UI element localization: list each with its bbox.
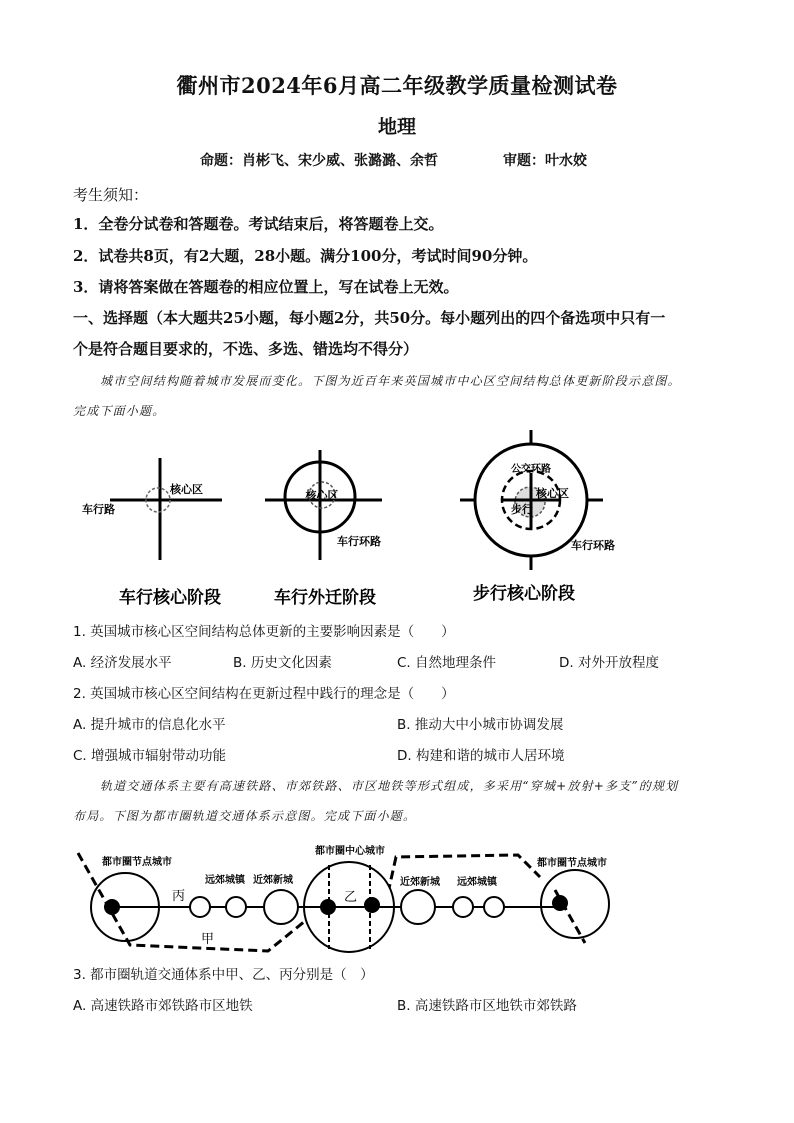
notice-heading: 考生须知： <box>73 186 149 204</box>
passage2-line1: 轨道交通体系主要有高速铁路、市郊铁路、市区地铁等形式组成，多采用“穿城+放射+多支”的规划 <box>100 779 679 793</box>
passage1-line2: 完成下面小题。 <box>73 404 166 418</box>
exam-reviewer: 审题：叶水姣 <box>503 153 587 169</box>
passage1-line1: 城市空间结构随着城市发展而变化。下图为近百年来英国城市中心区空间结构总体更新阶段示意图。 <box>100 374 681 388</box>
q2-option-b: B. 推动大中小城市协调发展 <box>397 717 564 733</box>
section1-line1: 一、选择题（本大题共25小题，每小题2分，共50分。每小题列出的四个备选项中只有一 <box>73 309 666 327</box>
label-center-city: 都市圈中心城市 <box>315 846 385 857</box>
far-suburb-right-2 <box>484 897 504 917</box>
section1-line2: 个是符合题目要求的，不选、多选、错选均不得分） <box>73 340 419 358</box>
stage3-road-label: 车行环路 <box>571 539 615 552</box>
label-bing: 丙 <box>172 889 186 904</box>
label-node-right: 都市圈节点城市 <box>537 858 607 869</box>
label-near-suburb-left: 近郊新城 <box>253 875 293 886</box>
stage3-core-label: 核心区 <box>536 487 569 500</box>
q1-option-d: D. 对外开放程度 <box>559 655 659 671</box>
near-suburb-right <box>401 890 435 924</box>
label-near-suburb-right: 近郊新城 <box>400 877 440 888</box>
far-suburb-left-1 <box>190 897 210 917</box>
far-suburb-right-1 <box>453 897 473 917</box>
stage-car-relocation <box>265 450 382 608</box>
label-far-suburb-right: 远郊城镇 <box>457 877 497 888</box>
exam-authors: 命题：肖彬飞、宋少威、张潞潞、余哲 <box>200 153 438 169</box>
exam-title: 衢州市2024年6月高二年级教学质量检测试卷 <box>176 73 618 98</box>
stage2-caption: 车行外迁阶段 <box>274 588 376 608</box>
notice-item-2: 2．试卷共8页，有2大题，28小题。满分100分，考试时间90分钟。 <box>73 247 538 265</box>
label-yi: 乙 <box>344 890 358 905</box>
notice-item-3: 3．请将答案做在答题卷的相应位置上，写在试卷上无效。 <box>73 278 459 296</box>
notice-item-1: 1．全卷分试卷和答题卷。考试结束后，将答题卷上交。 <box>73 215 444 233</box>
near-suburb-left <box>264 890 298 924</box>
label-far-suburb-left: 远郊城镇 <box>205 875 245 886</box>
figure-city-structure-stages <box>0 428 794 608</box>
q3-stem: 3. 都市圈轨道交通体系中甲、乙、丙分别是（ ） <box>73 967 374 983</box>
q3-option-a: A. 高速铁路市郊铁路市区地铁 <box>73 998 253 1014</box>
label-node-left: 都市圈节点城市 <box>102 857 172 868</box>
stage1-caption: 车行核心阶段 <box>119 588 221 608</box>
figure-metro-rail-system <box>0 835 794 960</box>
stage1-core-label: 核心区 <box>170 483 203 496</box>
q2-stem: 2. 英国城市核心区空间结构在更新过程中践行的理念是（ ） <box>73 686 455 702</box>
q1-stem: 1. 英国城市核心区空间结构总体更新的主要影响因素是（ ） <box>73 624 455 640</box>
exam-subject: 地理 <box>377 116 416 138</box>
stage2-core-text: 核心区 <box>305 489 339 502</box>
passage2-line2: 布局。下图为都市圈轨道交通体系示意图。完成下面小题。 <box>73 809 417 823</box>
stage1-road-label: 车行路 <box>82 503 115 516</box>
stage3-caption: 步行核心阶段 <box>473 584 575 604</box>
stage-pedestrian-core <box>460 430 615 604</box>
q2-option-a: A. 提升城市的信息化水平 <box>73 717 226 733</box>
q3-option-b: B. 高速铁路市区地铁市郊铁路 <box>397 998 577 1014</box>
q1-option-b: B. 历史文化因素 <box>233 655 332 671</box>
stage3-walk-label: 步行 <box>511 503 533 516</box>
stage3-bus-ring-label: 公交环路 <box>511 464 551 475</box>
q2-option-d: D. 构建和谐的城市人居环境 <box>397 748 565 764</box>
stage-car-core <box>82 458 222 608</box>
q2-option-c: C. 增强城市辐射带动功能 <box>73 748 227 764</box>
label-jia: 甲 <box>201 932 215 947</box>
q1-option-c: C. 自然地理条件 <box>397 655 497 671</box>
far-suburb-left-2 <box>226 897 246 917</box>
stage2-road-label: 车行环路 <box>337 535 381 548</box>
q1-option-a: A. 经济发展水平 <box>73 655 172 671</box>
